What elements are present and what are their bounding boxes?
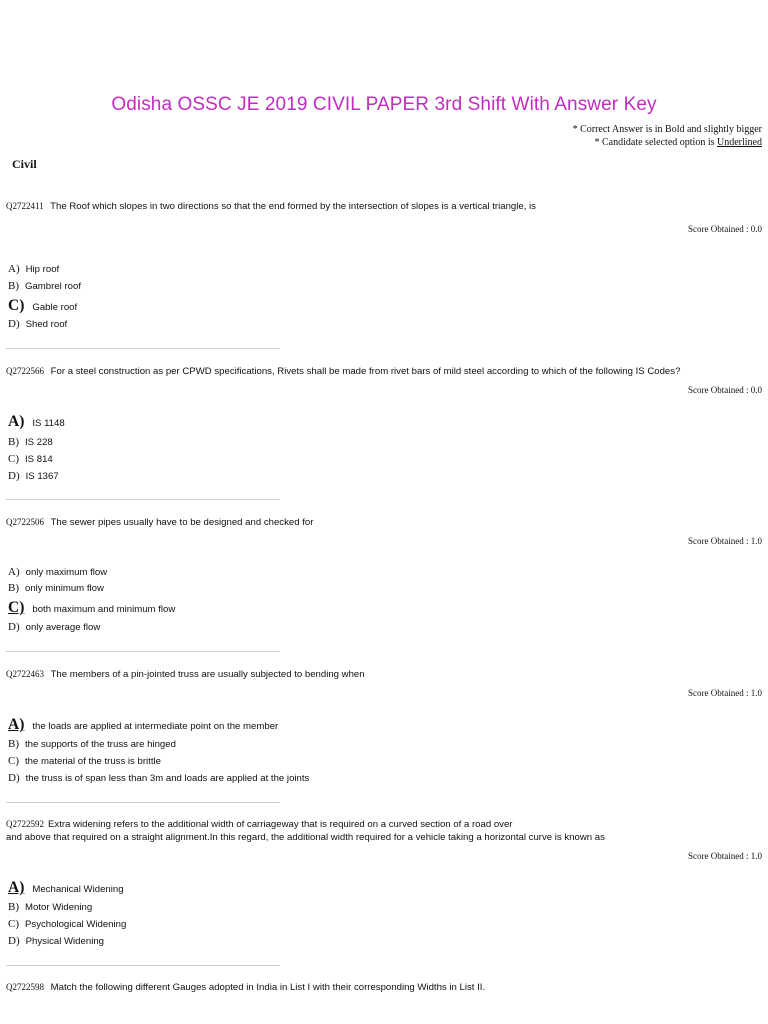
option-a: A) Hip roof <box>8 263 60 275</box>
option-d: D) IS 1367 <box>8 470 59 482</box>
option-d: D) Shed roof <box>8 318 68 330</box>
option-d: D) the truss is of span less than 3m and loads are applied at the joints <box>8 772 310 784</box>
question-text: Match the following different Gauges adopted in India in List I with their corresponding Widths in List II. <box>50 982 486 993</box>
option-c: C) Psychological Widening <box>8 918 127 930</box>
question-id: Q2722598 <box>6 982 44 992</box>
option-b: B) Motor Widening <box>8 901 93 913</box>
question-text-line1: Extra widening refers to the additional width of carriageway that is required on a curved section of a road over <box>48 819 513 830</box>
option-b: B) the supports of the truss are hinged <box>8 738 176 750</box>
question-text: The Roof which slopes in two directions so that the end formed by the intersection of slopes is a vertical triangle, is <box>50 201 536 212</box>
option-c-correct: C) Gable roof <box>8 297 78 314</box>
question-2 <box>6 365 764 378</box>
question-4 <box>6 668 764 681</box>
question-id: Q2722463 <box>6 669 44 679</box>
question-text-line2: and above that required on a straight alignment.In this regard, the additional width required for a vehicle taking a horizontal curve is known as <box>6 832 605 843</box>
question-text: The sewer pipes usually have to be designed and checked for <box>50 517 314 528</box>
option-b: B) Gambrel roof <box>8 280 81 292</box>
score-obtained: Score Obtained : 1.0 <box>688 536 762 546</box>
divider <box>6 499 280 500</box>
question-id: Q2722411 <box>6 201 44 211</box>
note-correct-answer: * Correct Answer is in Bold and slightly bigger <box>572 124 762 135</box>
question-id: Q2722592 <box>6 819 44 829</box>
question-text: The members of a pin-jointed truss are usually subjected to bending when <box>50 669 365 680</box>
score-obtained: Score Obtained : 1.0 <box>688 851 762 861</box>
option-a: A) only maximum flow <box>8 566 108 578</box>
section-heading: Civil <box>12 157 37 171</box>
option-b: B) only minimum flow <box>8 582 104 594</box>
option-c: C) the material of the truss is brittle <box>8 755 161 767</box>
option-a-correct-selected: A) the loads are applied at intermediate point on the member <box>8 716 279 733</box>
question-id: Q2722506 <box>6 517 44 527</box>
option-c: C) IS 814 <box>8 453 53 465</box>
score-obtained: Score Obtained : 1.0 <box>688 688 762 698</box>
divider <box>6 651 280 652</box>
question-text: For a steel construction as per CPWD specifications, Rivets shall be made from rivet bars of mild steel according to which of the following IS Codes? <box>50 366 681 377</box>
option-b: B) IS 228 <box>8 436 53 448</box>
option-a-correct-selected: A) Mechanical Widening <box>8 879 124 896</box>
divider <box>6 802 280 803</box>
option-d: D) only average flow <box>8 621 101 633</box>
question-1 <box>6 200 764 213</box>
option-a-correct: A) IS 1148 <box>8 413 65 430</box>
divider <box>6 965 280 966</box>
option-d: D) Physical Widening <box>8 935 104 947</box>
divider <box>6 348 280 349</box>
page-title: Odisha OSSC JE 2019 CIVIL PAPER 3rd Shift With Answer Key <box>111 94 657 115</box>
score-obtained: Score Obtained : 0.0 <box>688 224 762 234</box>
question-id: Q2722566 <box>6 366 44 376</box>
question-3 <box>6 516 764 529</box>
question-5 <box>6 818 764 844</box>
option-c-correct-selected: C) both maximum and minimum flow <box>8 599 176 616</box>
score-obtained: Score Obtained : 0.0 <box>688 385 762 395</box>
legend-notes <box>573 123 762 149</box>
note-selected-option: * Candidate selected option is Underlined <box>594 137 762 148</box>
question-6 <box>6 981 764 994</box>
